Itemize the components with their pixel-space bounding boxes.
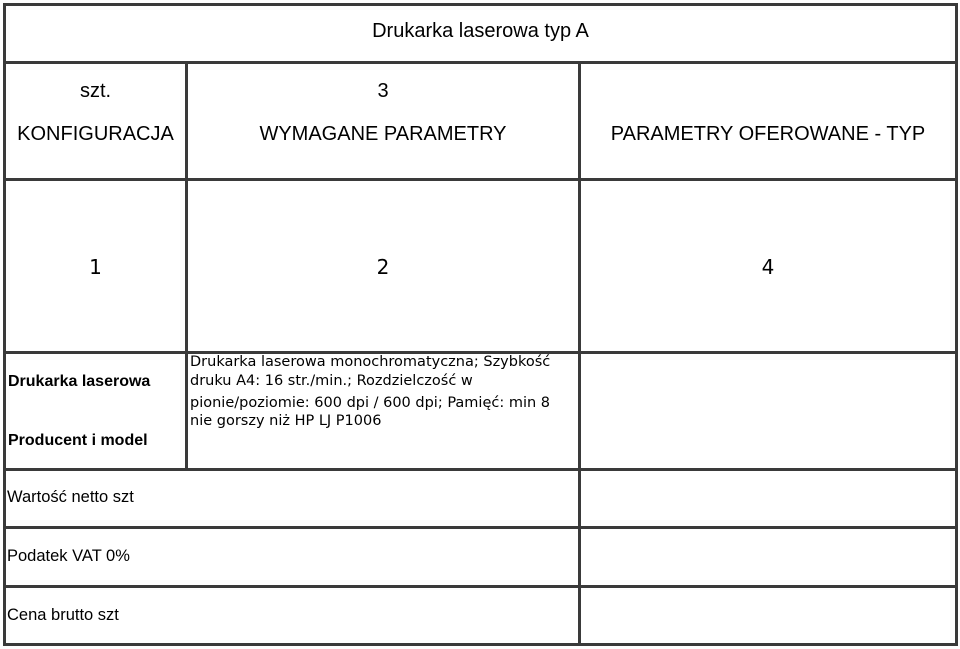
gross-price-label: Cena brutto szt: [7, 606, 119, 624]
border-top: [3, 3, 958, 6]
item-name: Drukarka laserowa: [8, 373, 151, 390]
description-line-3: pionie/poziomie: 600 dpi / 600 dpi; Pamięć: min 8: [190, 395, 551, 411]
description-line-4: nie gorszy niż HP LJ P1006: [190, 413, 382, 429]
vat-label: Podatek VAT 0%: [7, 547, 130, 565]
item-description: [190, 353, 576, 468]
border-title-bottom: [3, 61, 958, 64]
net-value-label: Wartość netto szt: [7, 488, 134, 506]
quantity-label: szt.: [79, 80, 112, 102]
border-net-bottom: [3, 526, 958, 529]
column-number-2: 2: [376, 255, 390, 279]
border-col2: [578, 63, 581, 646]
border-bottom: [3, 643, 958, 646]
border-right: [955, 3, 958, 646]
column-number-1: 1: [89, 255, 102, 279]
border-item-bottom: [3, 468, 958, 471]
page-title: Drukarka laserowa typ A: [372, 20, 589, 42]
header-required-parameters: WYMAGANE PARAMETRY: [259, 123, 507, 145]
producer-model-label: Producent i model: [8, 432, 148, 449]
border-vat-bottom: [3, 585, 958, 588]
description-line-2: druku A4: 16 str./min.; Rozdzielczość w: [190, 373, 473, 389]
header-offered-parameters: PARAMETRY OFEROWANE - TYP: [610, 123, 926, 145]
border-header-bottom: [3, 178, 958, 181]
description-line-1: Drukarka laserowa monochromatyczna; Szybkość: [190, 354, 551, 370]
quantity-value: 3: [377, 80, 389, 102]
header-configuration: KONFIGURACJA: [17, 123, 174, 145]
column-number-4: 4: [761, 255, 775, 279]
